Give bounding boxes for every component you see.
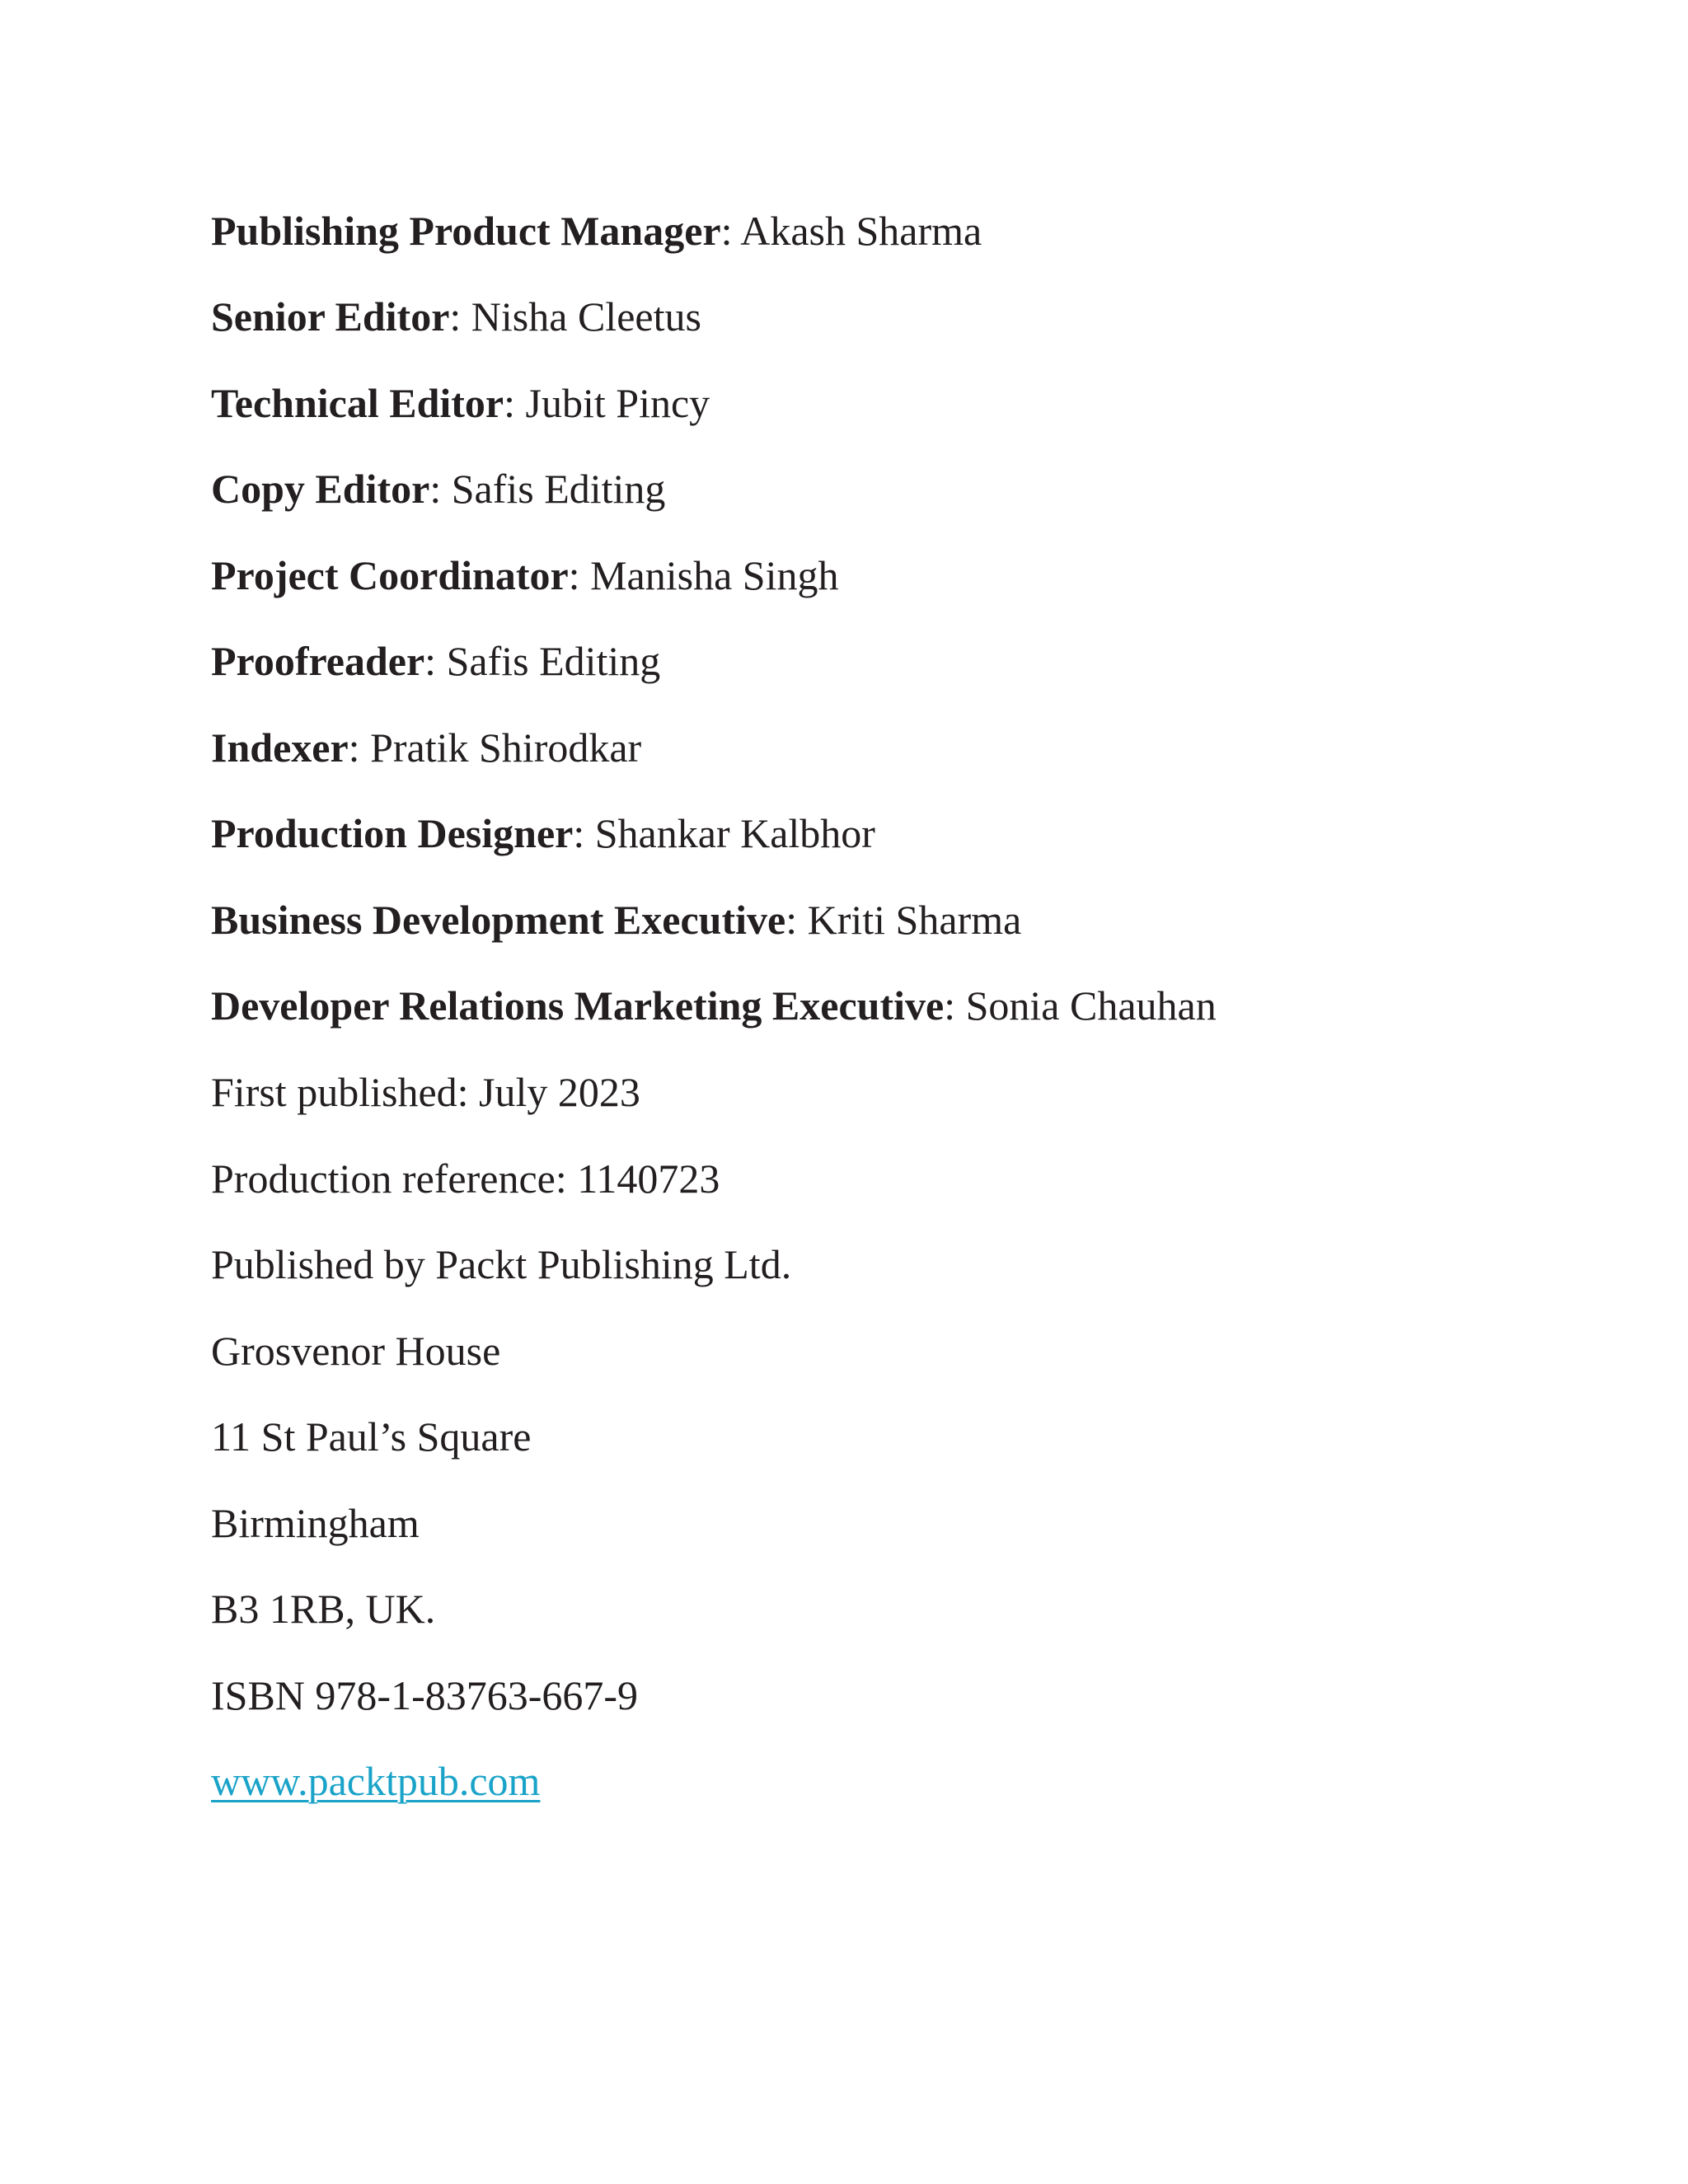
credit-technical-editor: [211, 378, 710, 428]
credit-name: Safis Editing: [446, 638, 661, 684]
credit-role: Production Designer: [211, 810, 574, 856]
address-line-2: 11 St Paul’s Square: [211, 1413, 532, 1460]
credit-business-development-executive: [211, 895, 1021, 944]
address-line-1: Grosvenor House: [211, 1328, 501, 1374]
credit-role: Indexer: [211, 724, 349, 771]
credit-separator: :: [424, 638, 447, 684]
website-line: [211, 1756, 540, 1806]
credit-name: Akash Sharma: [740, 208, 982, 254]
credit-role: Business Development Executive: [211, 897, 786, 943]
production-reference: Production reference: 1140723: [211, 1155, 720, 1202]
credit-role: Technical Editor: [211, 380, 504, 426]
credit-name: Manisha Singh: [590, 552, 839, 598]
credit-name: Nisha Cleetus: [471, 293, 701, 340]
credit-role: Copy Editor: [211, 466, 430, 512]
published-by: Published by Packt Publishing Ltd.: [211, 1241, 792, 1287]
credit-role: Developer Relations Marketing Executive: [211, 982, 945, 1029]
credit-name: Pratik Shirodkar: [370, 724, 642, 771]
website-link[interactable]: www.packtpub.com: [211, 1758, 541, 1804]
credit-name: Shankar Kalbhor: [594, 810, 875, 856]
isbn: ISBN 978-1-83763-667-9: [211, 1672, 639, 1718]
credit-name: Sonia Chauhan: [965, 982, 1217, 1029]
credit-separator: :: [429, 466, 452, 512]
address-line-3: Birmingham: [211, 1500, 420, 1546]
credit-proofreader: [211, 636, 660, 686]
credit-senior-editor: [211, 292, 701, 341]
credit-separator: :: [504, 380, 526, 426]
credit-role: Senior Editor: [211, 293, 450, 340]
first-published: First published: July 2023: [211, 1069, 640, 1115]
credit-separator: :: [449, 293, 471, 340]
credit-separator: :: [348, 724, 371, 771]
credit-indexer: [211, 723, 641, 772]
credit-role: Proofreader: [211, 638, 425, 684]
address-line-4: B3 1RB, UK.: [211, 1586, 436, 1632]
credit-production-designer: [211, 808, 875, 858]
credit-separator: :: [568, 552, 591, 598]
credit-role: Publishing Product Manager: [211, 208, 721, 254]
credit-developer-relations-marketing-executive: [211, 981, 1217, 1030]
credit-separator: :: [573, 810, 595, 856]
credit-separator: :: [720, 208, 741, 254]
credit-separator: :: [785, 897, 808, 943]
credit-role: Project Coordinator: [211, 552, 569, 598]
credit-publishing-product-manager: [211, 206, 982, 255]
credit-separator: :: [944, 982, 966, 1029]
credit-name: Jubit Pincy: [525, 380, 710, 426]
credit-copy-editor: [211, 464, 665, 513]
credit-name: Kriti Sharma: [807, 897, 1022, 943]
credit-name: Safis Editing: [451, 466, 666, 512]
credit-project-coordinator: [211, 551, 838, 600]
